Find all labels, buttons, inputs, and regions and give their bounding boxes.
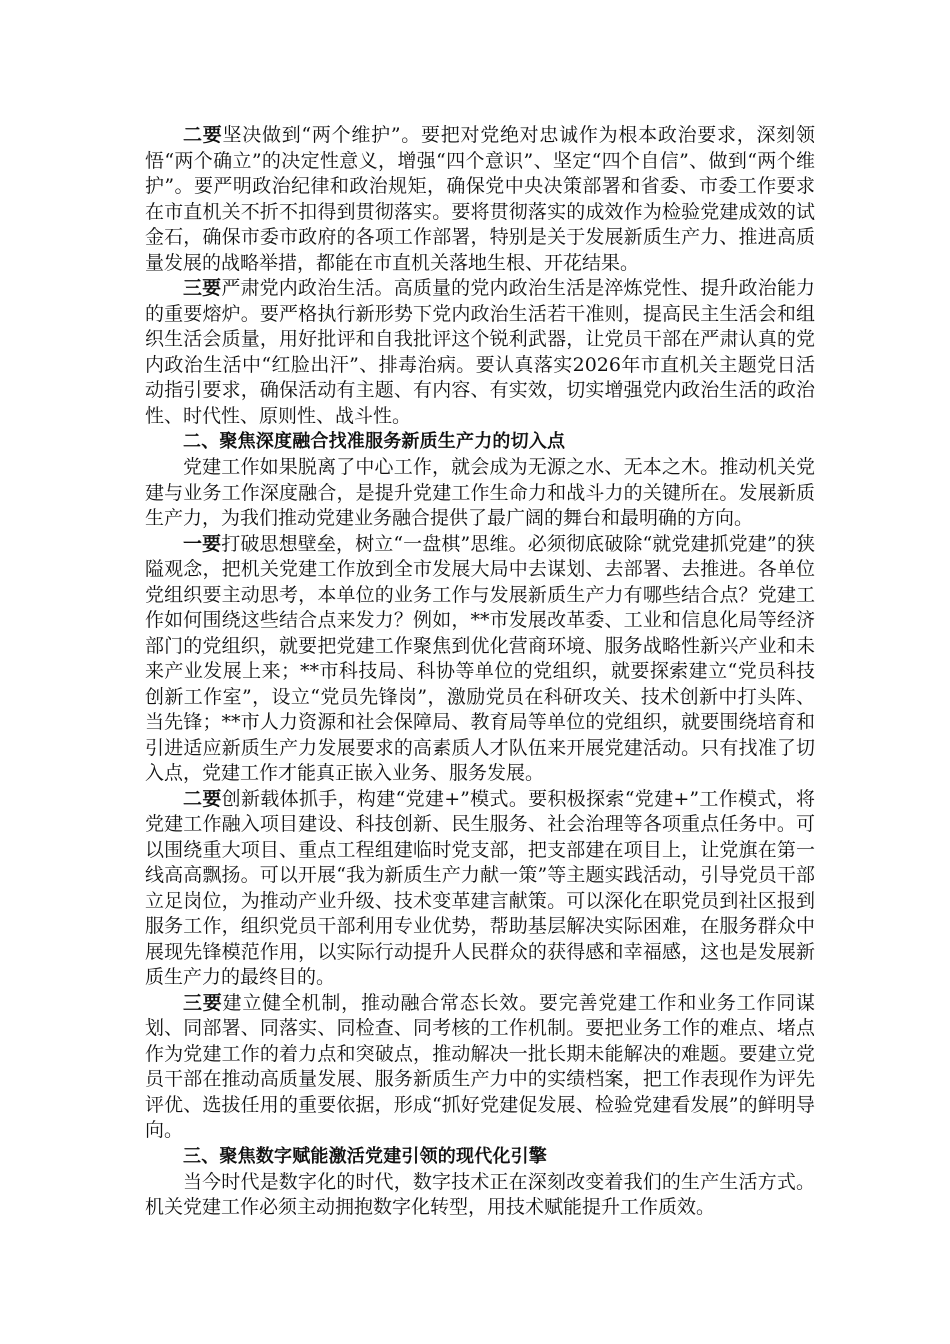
- paragraph-text: 严肃党内政治生活。高质量的党内政治生活是淬炼党性、提升政治能力的重要熔炉。要严格执行新形势下党内政治生活若干准则，提高民主生活会和组织生活会质量，用好批评和自我批评这个锐利武器，让党员干部在严肃认真的党内政治生活中“红脸出汗”、排毒治病。要认真落实2026年市直机关主题党日活动指引要求，确保活动有主题、有内容、有实效，切实增强党内政治生活的政治性、时代性、原则性、战斗性。: [145, 277, 815, 427]
- paragraph: [145, 1170, 815, 1221]
- paragraph-text: 创新载体抓手，构建“党建+”模式。要积极探索“党建+”工作模式，将党建工作融入项目建设、科技创新、民生服务、社会治理等各项重点任务中。可以围绕重大项目、重点工程组建临时党支部，把支部建在项目上，让党旗在第一线高高飘扬。可以开展“我为新质生产力献一策”等主题实践活动，引导党员干部立足岗位，为推动产业升级、技术变革建言献策。可以深化在职党员到社区报到服务工作，组织党员干部利用专业优势，帮助基层解决实际困难，在服务群众中展现先锋模范作用，以实际行动提升人民群众的获得感和幸福感，这也是发展新质生产力的最终目的。: [145, 787, 815, 988]
- paragraph-lead: 二要: [183, 787, 222, 810]
- section-heading: 二、聚焦深度融合找准服务新质生产力的切入点: [183, 431, 566, 452]
- paragraph-text: 当今时代是数字化的时代，数字技术正在深刻改变着我们的生产生活方式。机关党建工作必须主动拥抱数字化转型，用技术赋能提升工作质效。: [145, 1170, 815, 1218]
- paragraph: [145, 123, 815, 276]
- paragraph-text: 党建工作如果脱离了中心工作，就会成为无源之水、无本之木。推动机关党建与业务工作深度融合，是提升党建工作生命力和战斗力的关键所在。发展新质生产力，为我们推动党建业务融合提供了最广阔的舞台和最明确的方向。: [145, 456, 815, 529]
- paragraph: [145, 455, 815, 532]
- paragraph-lead: 二要: [183, 124, 223, 146]
- paragraph-text: 坚决做到“两个维护”。要把对党绝对忠诚作为根本政治要求，深刻领悟“两个确立”的决定性意义，增强“四个意识”、坚定“四个自信”、做到“两个维护”。要严明政治纪律和政治规矩，确保党中央决策部署和省委、市委工作要求在市直机关不折不扣得到贯彻落实。要将贯彻落实的成效作为检验党建成效的试金石，确保市委市政府的各项工作部署，特别是关于发展新质生产力、推进高质量发展的战略举措，都能在市直机关落地生根、开花结果。: [145, 124, 815, 274]
- paragraph: [145, 276, 815, 429]
- paragraph-lead: 一要: [183, 532, 222, 555]
- section-heading: 三、聚焦数字赋能激活党建引领的现代化引擎: [183, 1145, 547, 1167]
- paragraph-lead: 三要: [183, 277, 222, 299]
- paragraph: [145, 787, 815, 991]
- paragraph-text: 打破思想壁垒，树立“一盘棋”思维。必须彻底破除“就党建抓党建”的狭隘观念，把机关党建工作放到全市发展大局中去谋划、去部署、去推进。各单位党组织要主动思考，本单位的业务工作与发展新质生产力有哪些结合点？党建工作如何围绕这些结合点来发力？例如，**市发展改革委、工业和信息化局等经济部门的党组织，就要把党建工作聚焦到优化营商环境、服务战略性新兴产业和未来产业发展上来；**市科技局、科协等单位的党组织，就要探索建立“党员科技创新工作室”，设立“党员先锋岗”，激励党员在科研攻关、技术创新中打头阵、当先锋；**市人力资源和社会保障局、教育局等单位的党组织，就要围绕培育和引进适应新质生产力发展要求的高素质人才队伍来开展党建活动。只有找准了切入点，党建工作才能真正嵌入业务、服务发展。: [145, 532, 815, 784]
- paragraph: [145, 991, 815, 1144]
- paragraph-text: 建立健全机制，推动融合常态长效。要完善党建工作和业务工作同谋划、同部署、同落实、同检查、同考核的工作机制。要把业务工作的难点、堵点作为党建工作的着力点和突破点，推动解决一批长期未能解决的难题。要建立党员干部在推动高质量发展、服务新质生产力中的实绩档案，把工作表现作为评先评优、选拔任用的重要依据，形成“抓好党建促发展、检验党建看发展”的鲜明导向。: [145, 991, 815, 1141]
- paragraph: [145, 532, 815, 787]
- document-body: [145, 123, 815, 1221]
- paragraph-lead: 三要: [183, 991, 223, 1014]
